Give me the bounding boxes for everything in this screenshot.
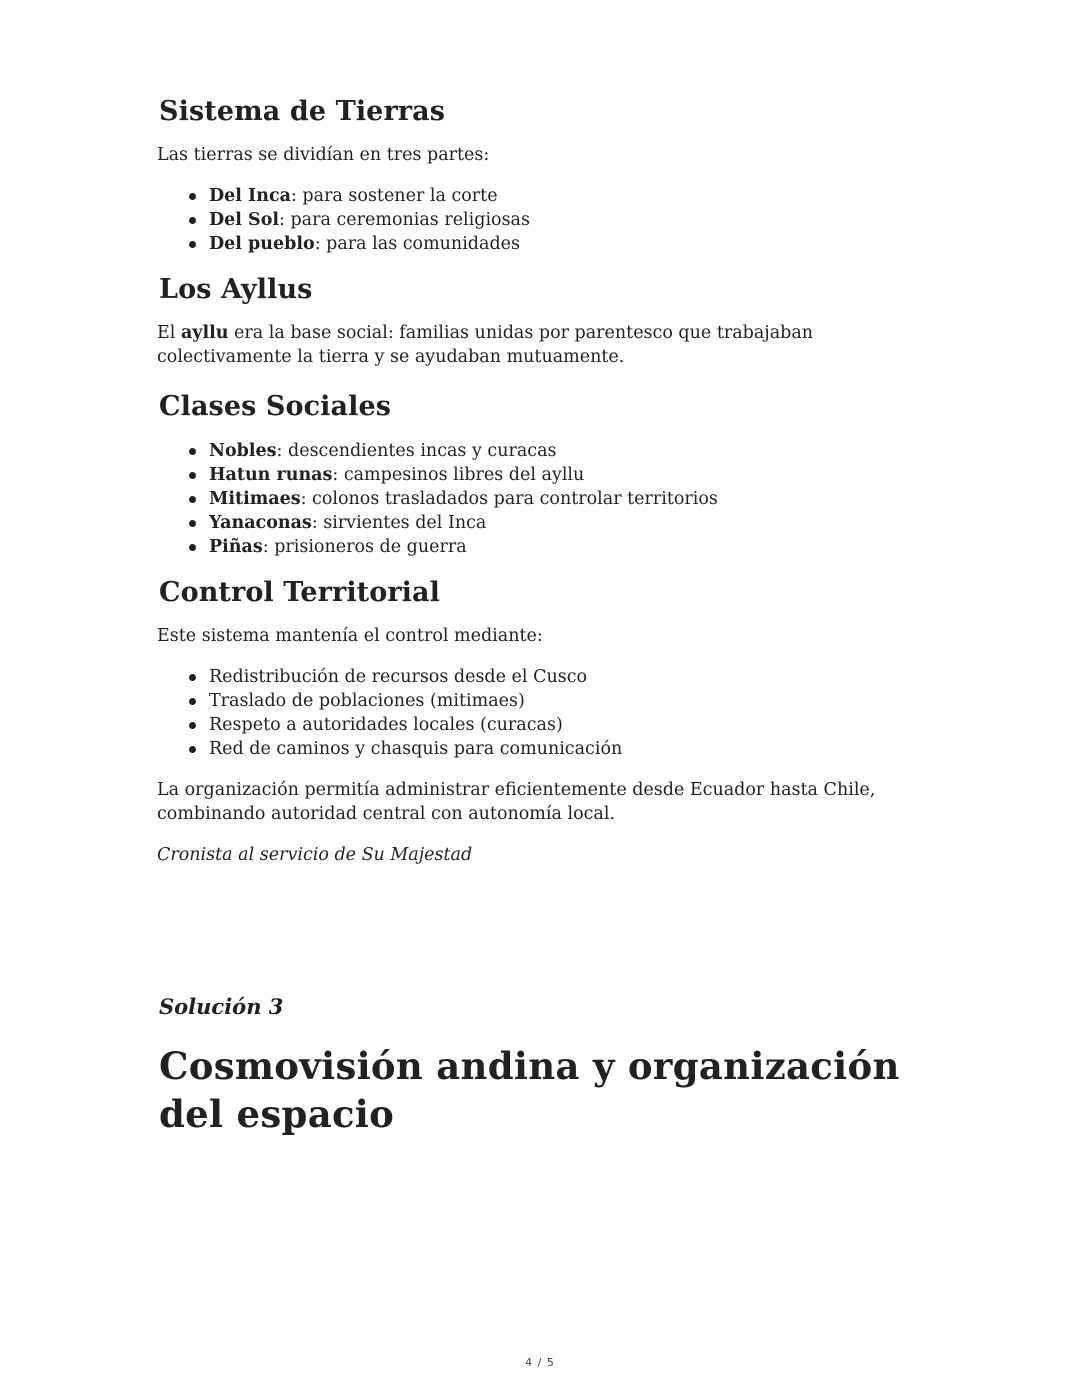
tierras-intro: Las tierras se dividían en tres partes:	[157, 145, 490, 165]
list-item-desc: : sirvientes del Inca	[311, 513, 487, 533]
list-item-term: Del Sol	[209, 210, 280, 230]
list-item	[157, 463, 927, 487]
bullet-icon	[189, 674, 196, 681]
list-item-desc: : para las comunidades	[314, 234, 520, 254]
tierras-list	[157, 184, 927, 256]
list-item-term: Piñas	[209, 537, 263, 557]
control-conclusion: La organización permitía administrar eficientemente desde Ecuador hasta Chile, combinando autoridad central con autonomía local.	[157, 780, 876, 824]
bullet-icon	[189, 217, 196, 224]
main-content	[157, 94, 927, 867]
bullet-icon	[189, 544, 196, 551]
bullet-icon	[189, 496, 196, 503]
list-item	[157, 689, 927, 713]
list-item	[157, 232, 927, 256]
ayllus-term: ayllu	[180, 323, 229, 343]
bullet-icon	[189, 241, 196, 248]
bullet-icon	[189, 698, 196, 705]
bullet-icon	[189, 746, 196, 753]
control-intro: Este sistema mantenía el control mediante:	[157, 626, 543, 646]
signature: Cronista al servicio de Su Majestad	[157, 845, 473, 865]
ayllus-paragraph	[157, 321, 927, 369]
list-item-desc: : campesinos libres del ayllu	[332, 465, 585, 485]
list-item-desc: : descendientes incas y curacas	[276, 441, 557, 461]
section-title-tierras: Sistema de Tierras	[159, 96, 445, 127]
list-item	[157, 487, 927, 511]
list-item	[157, 535, 927, 559]
section-title-control: Control Territorial	[159, 577, 440, 608]
solution-block	[159, 992, 939, 1138]
list-item-term: Mitimaes	[209, 489, 301, 509]
control-list	[157, 665, 927, 761]
clases-list	[157, 439, 927, 559]
list-item	[157, 737, 927, 761]
solution-title: Cosmovisión andina y organización del espacio	[159, 1044, 900, 1136]
bullet-icon	[189, 722, 196, 729]
page-number: 4 / 5	[525, 1356, 555, 1369]
list-item	[157, 439, 927, 463]
ayllus-post: era la base social: familias unidas por parentesco que trabajaban colectivamente la tierra y se ayudaban mutuamente.	[157, 323, 814, 367]
list-item-term: Nobles	[209, 441, 277, 461]
list-item-term: Hatun runas	[209, 465, 333, 485]
list-item-desc: : para ceremonias religiosas	[279, 210, 530, 230]
ayllus-pre: El	[157, 323, 181, 343]
list-item	[157, 208, 927, 232]
bullet-icon	[189, 448, 196, 455]
list-item-desc: : prisioneros de guerra	[262, 537, 467, 557]
list-item-term: Yanaconas	[209, 513, 312, 533]
list-item	[157, 511, 927, 535]
bullet-icon	[189, 520, 196, 527]
list-item	[157, 665, 927, 689]
list-item-term: Del pueblo	[209, 234, 315, 254]
list-item	[157, 184, 927, 208]
list-item-desc: : para sostener la corte	[290, 186, 498, 206]
solution-label: Solución 3	[159, 994, 284, 1019]
list-item-text: Redistribución de recursos desde el Cusco	[209, 667, 588, 687]
list-item-text: Red de caminos y chasquis para comunicación	[209, 739, 623, 759]
bullet-icon	[189, 472, 196, 479]
section-title-ayllus: Los Ayllus	[159, 274, 313, 305]
list-item	[157, 713, 927, 737]
list-item-term: Del Inca	[209, 186, 291, 206]
section-title-clases: Clases Sociales	[159, 391, 392, 422]
bullet-icon	[189, 193, 196, 200]
list-item-desc: : colonos trasladados para controlar territorios	[300, 489, 718, 509]
list-item-text: Respeto a autoridades locales (curacas)	[209, 715, 563, 735]
list-item-text: Traslado de poblaciones (mitimaes)	[209, 691, 525, 711]
